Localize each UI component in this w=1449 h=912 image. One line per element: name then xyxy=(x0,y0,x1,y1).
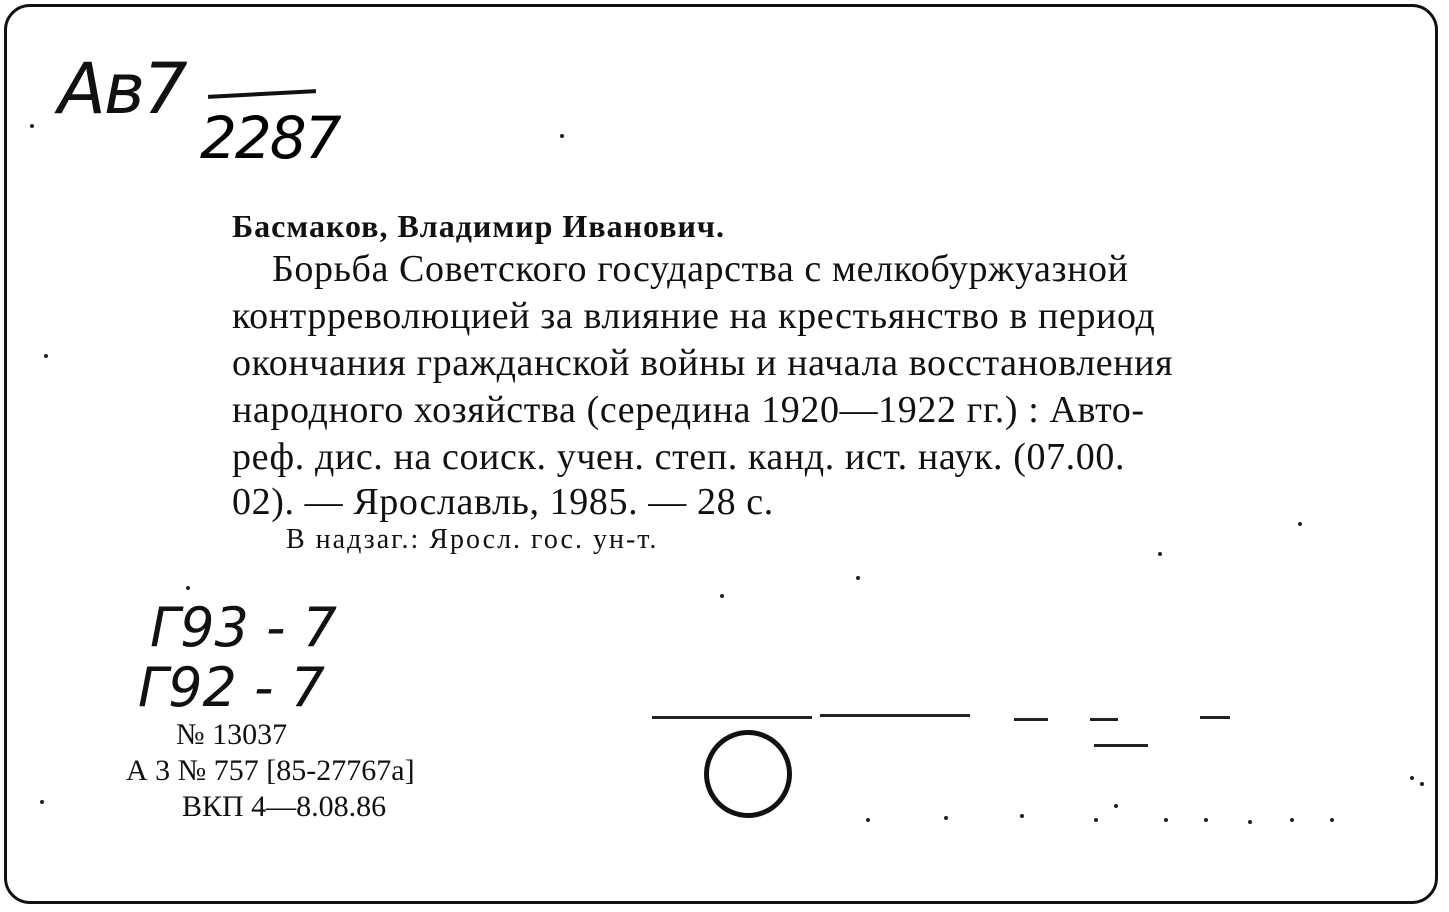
scan-dot xyxy=(1410,776,1414,780)
scan-dot xyxy=(1158,552,1162,556)
record-title-line-3: окончания гражданской войны и начала восстановления xyxy=(232,342,1174,384)
scan-dot xyxy=(866,818,870,822)
scan-dot xyxy=(1330,818,1334,822)
scan-dash xyxy=(820,714,970,717)
scan-dot xyxy=(720,594,724,598)
scan-dash xyxy=(652,716,812,719)
scan-dot xyxy=(1114,804,1118,808)
catalog-number-2: А 3 № 757 [85-27767а] xyxy=(126,754,415,787)
scan-dot xyxy=(1290,818,1294,822)
scan-dot xyxy=(186,586,190,590)
scan-dot xyxy=(1204,818,1208,822)
scan-dash xyxy=(1090,718,1118,721)
scan-dot xyxy=(560,134,564,138)
handwritten-shelf-mark-2: Г92 - 7 xyxy=(138,656,325,719)
scan-dot xyxy=(856,576,860,580)
scan-dash xyxy=(1094,744,1148,747)
scan-dot xyxy=(1420,782,1424,786)
scan-dot xyxy=(40,800,44,804)
handwritten-call-prefix: Ав7 xyxy=(58,48,186,130)
record-title-line-1: Борьба Советского государства с мелкобуржуазной xyxy=(272,248,1129,290)
scan-dot xyxy=(1164,818,1168,822)
scan-dot xyxy=(1020,814,1024,818)
catalog-number-3: ВКП 4—8.08.86 xyxy=(182,790,387,823)
handwritten-shelf-mark-1: Г93 - 7 xyxy=(150,596,337,659)
scan-dash xyxy=(1200,716,1230,719)
scan-dot xyxy=(944,816,948,820)
record-title-line-6: 02). — Ярославль, 1985. — 28 с. xyxy=(232,481,774,523)
catalog-number-1: № 13037 xyxy=(176,718,288,751)
record-author: Басмаков, Владимир Иванович. xyxy=(232,208,725,244)
scan-dot xyxy=(1298,522,1302,526)
record-title-line-5: реф. дис. на соиск. учен. степ. канд. ист. наук. (07.00. xyxy=(232,436,1126,478)
scan-dot xyxy=(1248,820,1252,824)
record-title-line-4: народного хозяйства (середина 1920—1922 гг.) : Авто- xyxy=(232,389,1145,431)
scan-dash xyxy=(1014,718,1048,721)
scan-dot xyxy=(44,354,48,358)
scan-dot xyxy=(30,124,34,128)
record-title-line-2: контрреволюцией за влияние на крестьянство в период xyxy=(232,295,1156,337)
punch-hole xyxy=(704,730,792,818)
handwritten-call-number: 2287 xyxy=(200,104,340,172)
scan-dot xyxy=(1094,818,1098,822)
record-subheading: В надзаг.: Яросл. гос. ун-т. xyxy=(286,524,659,555)
